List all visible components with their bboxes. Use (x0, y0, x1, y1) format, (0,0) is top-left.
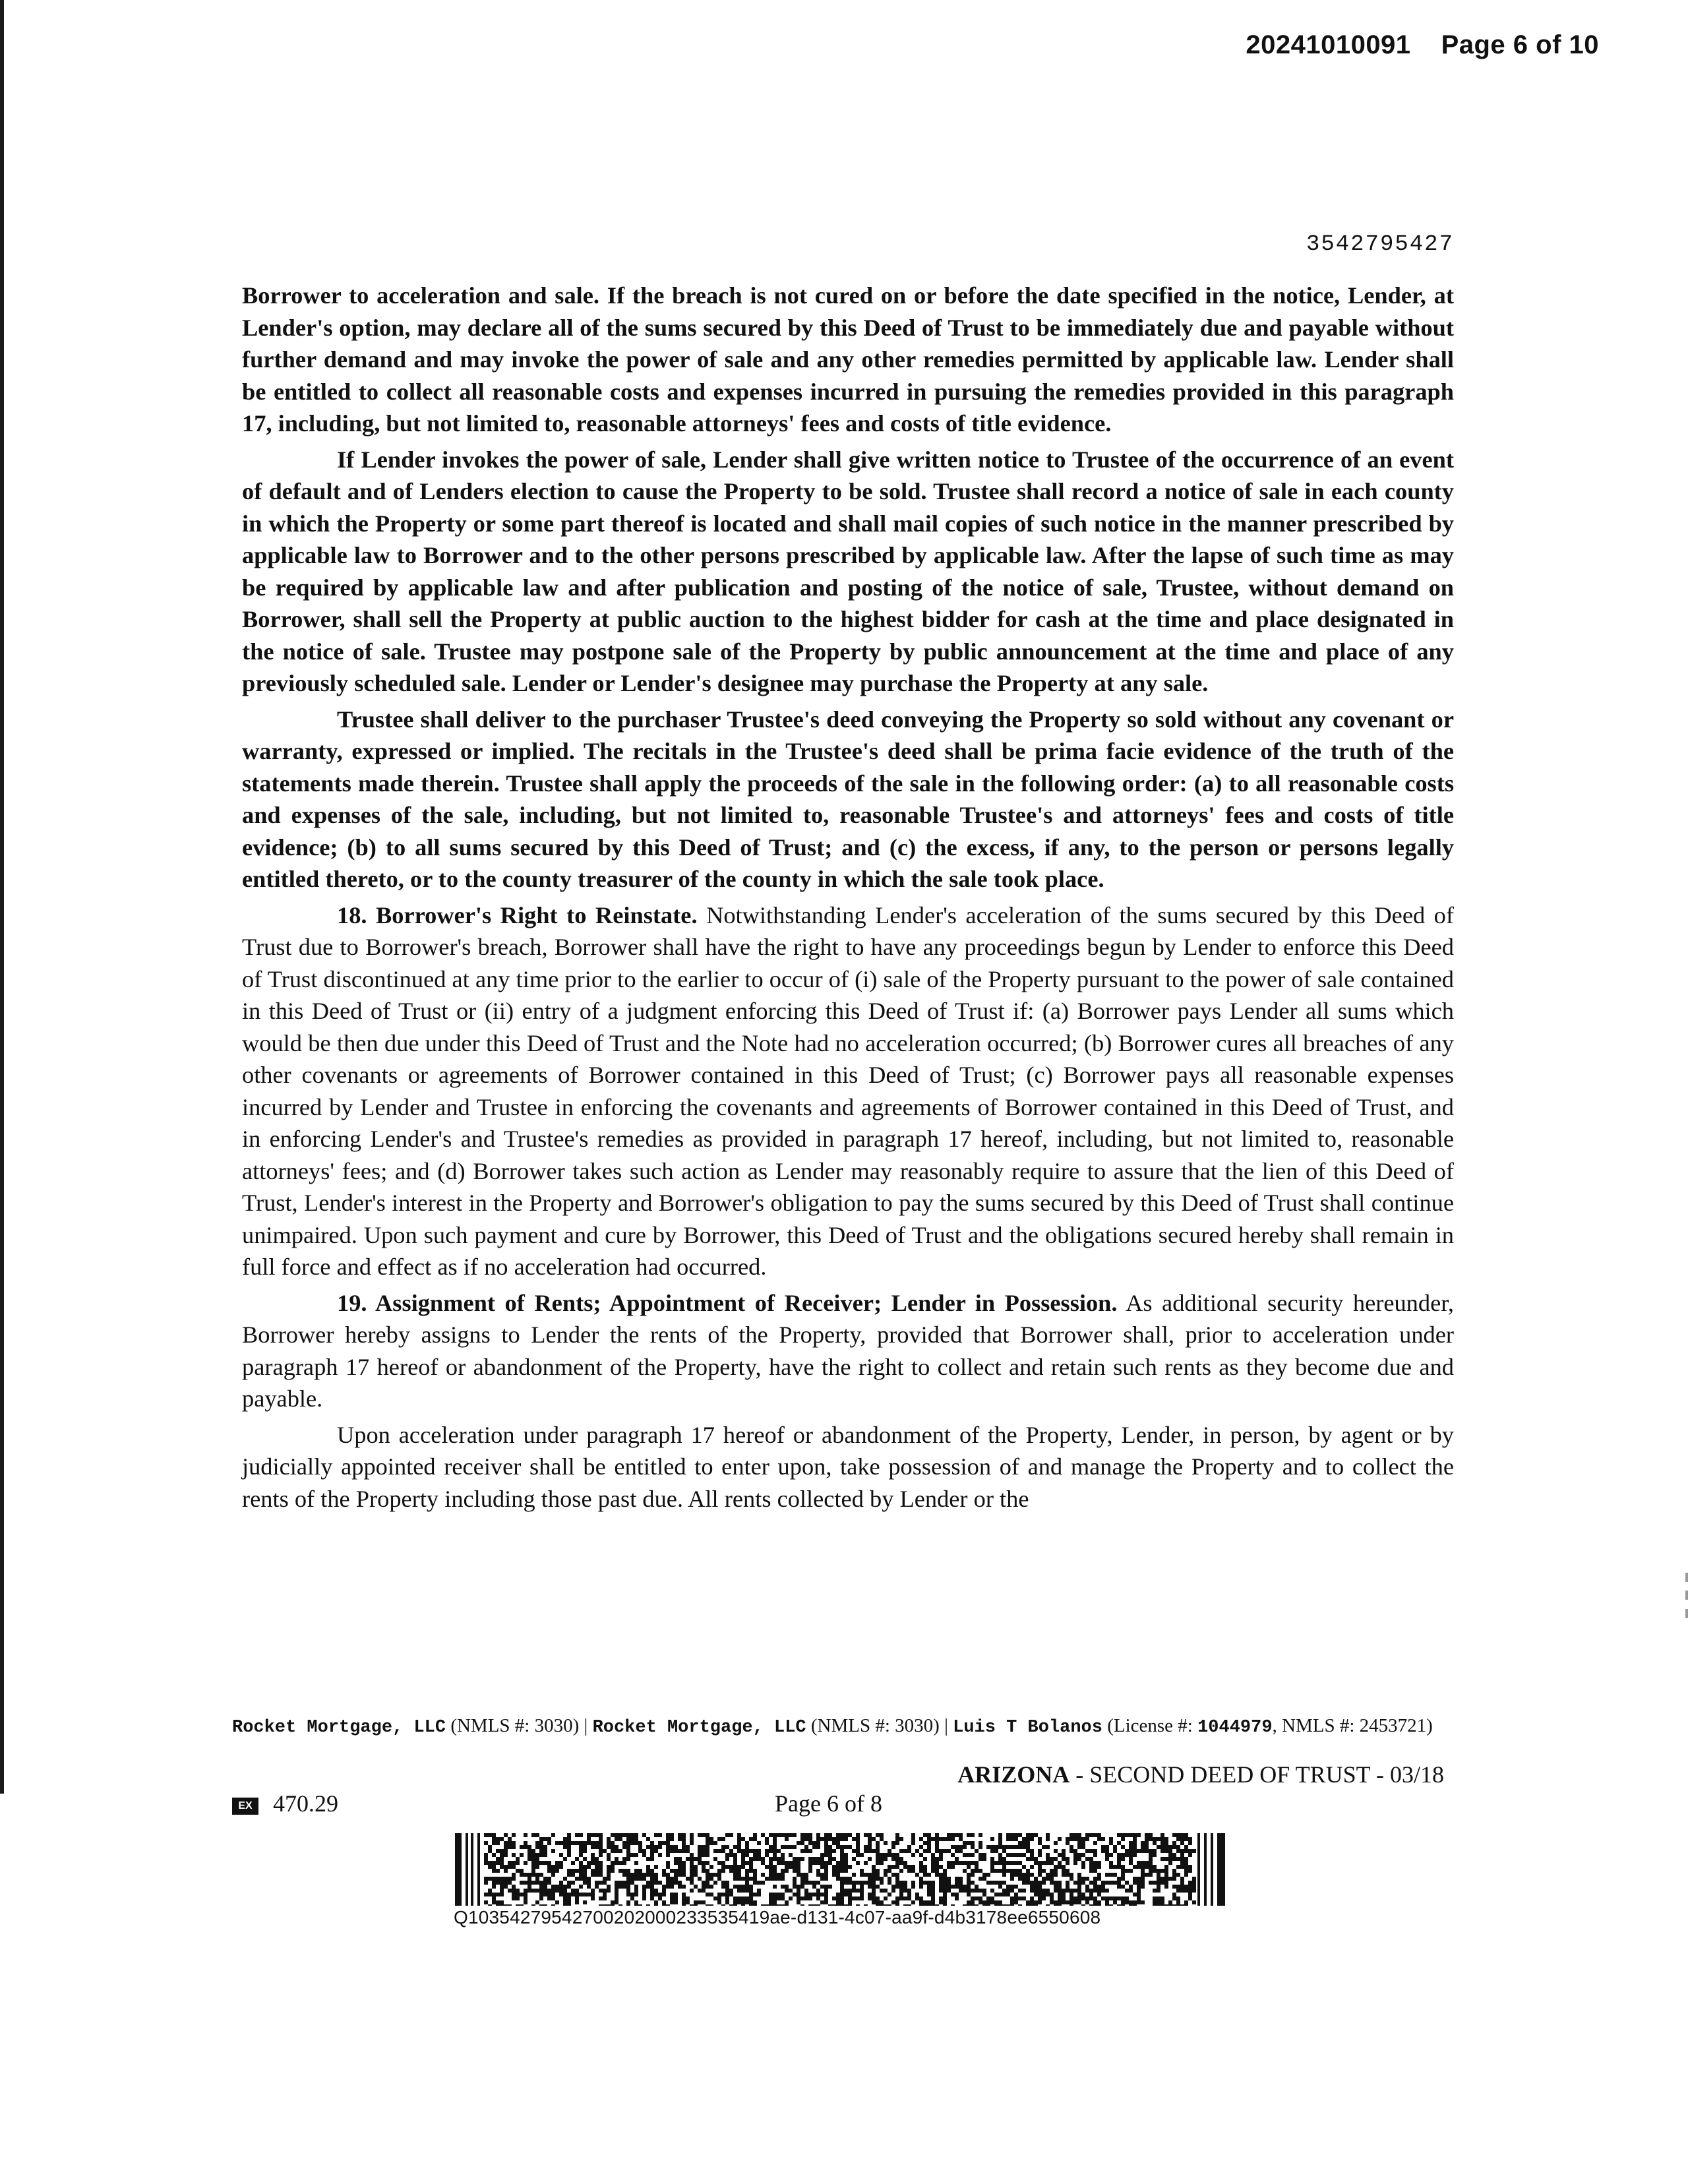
paragraph-text: Borrower to acceleration and sale. If the breach is not cured on or before the date specified in the notice, Lender, at Lender's option, may declare all of the sums secured by this Deed of Trust to be immediately due and payable without further demand and may invoke the power of sale and any other remedies permitted by applicable law. Lender shall be entitled to collect all reasonable costs and expenses incurred in pursuing the remedies provided in this paragraph 17, including, but not limited to, reasonable attorneys' fees and costs of title evidence. (242, 282, 1454, 437)
preparer-segment: (License #: (1102, 1715, 1198, 1736)
ex-icon: EX (232, 1798, 258, 1815)
form-title (957, 1761, 1444, 1788)
scan-mark (1685, 1591, 1688, 1600)
preparer-info (232, 1714, 1459, 1739)
preparer-segment: (NMLS #: 3030) | (806, 1715, 953, 1736)
preparer-segment: (NMLS #: 3030) | (446, 1715, 593, 1736)
preparer-segment: Rocket Mortgage, LLC (592, 1718, 806, 1738)
loan-number: 3542795427 (1306, 232, 1454, 257)
paragraph-text: If Lender invokes the power of sale, Lender shall give written notice to Trustee of the occurrence of an event of default and of Lenders election to cause the Property to be sold. Trustee shall record a notice of sale in each county in which the Property or some part thereof is located and shall mail copies of such notice in the manner prescribed by applicable law to Borrower and to the other persons prescribed by applicable law. After the lapse of such time as may be required by applicable law and after publication and posting of the notice of sale, Trustee, without demand on Borrower, shall sell the Property at public auction to the highest bidder for cash at the time and place designated in the notice of sale. Trustee may postpone sale of the Property by public announcement at the time and place of any previously scheduled sale. Lender or Lender's designee may purchase the Property at any sale. (242, 446, 1454, 696)
scan-edge (0, 0, 4, 1794)
recording-number: 20241010091 (1246, 30, 1411, 59)
paragraph-heading: 18. Borrower's Right to Reinstate. (337, 901, 698, 928)
paragraph (242, 1419, 1454, 1515)
form-code-number: 470.29 (273, 1790, 338, 1817)
form-page-number: Page 6 of 8 (775, 1790, 882, 1817)
preparer-segment: Luis T Bolanos (953, 1718, 1102, 1738)
recording-header (1246, 30, 1599, 60)
form-state: ARIZONA (957, 1761, 1070, 1788)
preparer-segment: 1044979 (1197, 1718, 1273, 1738)
preparer-segment: Rocket Mortgage, LLC (232, 1718, 446, 1738)
paragraph-text: As additional security hereunder, Borrower hereby assigns to Lender the rents of the Property, provided that Borrower shall, prior to acceleration under paragraph 17 hereof or abandonment of the Property, have the right to collect and retain such rents as they become due and payable. (242, 1289, 1454, 1412)
paragraph (242, 280, 1454, 440)
paragraph-text: Trustee shall deliver to the purchaser Trustee's deed conveying the Property so sold without any covenant or warranty, expressed or implied. The recitals in the Trustee's deed shall be prima facie evidence of the truth of the statements made therein. Trustee shall apply the proceeds of the sale in the following order: (a) to all reasonable costs and expenses of the sale, including, but not limited to, reasonable Trustee's and attorneys' fees and costs of title evidence; (b) to all sums secured by this Deed of Trust; and (c) the excess, if any, to the person or persons legally entitled thereto, or to the county treasurer of the county in which the sale took place. (242, 706, 1454, 892)
paragraph-text: Notwithstanding Lender's acceleration of the sums secured by this Deed of Trust due to Borrower's breach, Borrower shall have the right to have any proceedings begun by Lender to enforce this Deed of Trust discontinued at any time prior to the earlier to occur of (i) sale of the Property pursuant to the power of sale contained in this Deed of Trust or (ii) entry of a judgment enforcing this Deed of Trust if: (a) Borrower pays Lender all sums which would be then due under this Deed of Trust and the Note had no acceleration occurred; (b) Borrower cures all breaches of any other covenants or agreements of Borrower contained in this Deed of Trust; (c) Borrower pays all reasonable expenses incurred by Lender and Trustee in enforcing the covenants and agreements of Borrower contained in this Deed of Trust, and in enforcing Lender's and Trustee's remedies as provided in paragraph 17 hereof, including, but not limited to, reasonable attorneys' fees; and (d) Borrower takes such action as Lender may reasonably require to assure that the lien of this Deed of Trust, Lender's interest in the Property and Borrower's obligation to pay the sums secured by this Deed of Trust shall continue unimpaired. Upon such payment and cure by Borrower, this Deed of Trust and the obligations secured hereby shall remain in full force and effect as if no acceleration had occurred. (242, 901, 1454, 1280)
paragraph (242, 444, 1454, 700)
document-body (242, 280, 1454, 1519)
form-code (232, 1790, 338, 1817)
recording-page-label: Page 6 of 10 (1441, 30, 1599, 59)
paragraph (242, 1287, 1454, 1415)
paragraph (242, 899, 1454, 1283)
scan-mark (1685, 1609, 1688, 1618)
paragraph-text: Upon acceleration under paragraph 17 hereof or abandonment of the Property, Lender, in person, by agent or by judicially appointed receiver shall be entitled to enter upon, take possession of and manage the Property and to collect the rents of the Property including those past due. All rents collected by Lender or the (242, 1421, 1454, 1512)
barcode-text: Q10354279542700202000233535419ae-d131-4c07-aa9f-d4b3178ee6550608 (454, 1907, 1101, 1927)
preparer-segment: , NMLS #: 2453721) (1272, 1715, 1433, 1736)
paragraph-heading: 19. Assignment of Rents; Appointment of Receiver; Lender in Possession. (337, 1289, 1118, 1316)
barcode-image (455, 1833, 1226, 1906)
paragraph (242, 704, 1454, 895)
scan-mark (1685, 1573, 1688, 1582)
form-title-rest: - SECOND DEED OF TRUST - 03/18 (1070, 1761, 1444, 1788)
